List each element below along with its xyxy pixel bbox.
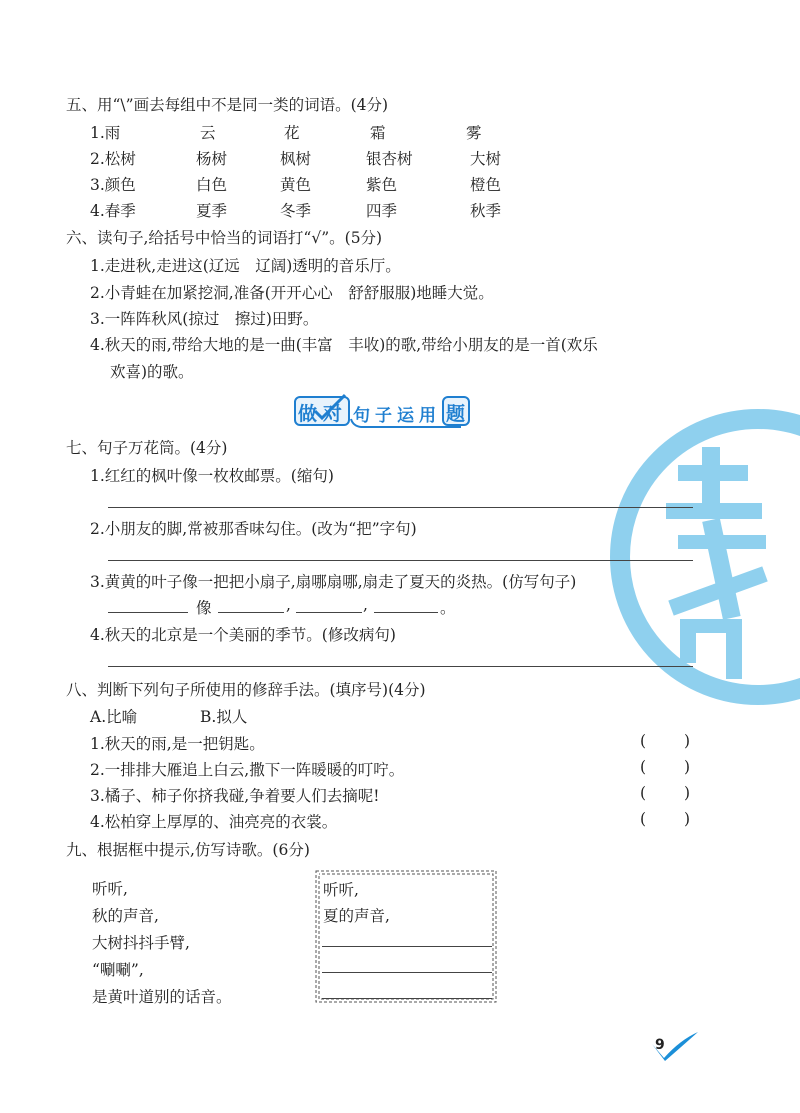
poem-line-5: 是黄叶道别的话音。 bbox=[92, 988, 232, 1006]
s7-q3-blank-4[interactable] bbox=[374, 612, 438, 613]
poem-line-2: 秋的声音, bbox=[92, 907, 159, 925]
s8-item-4: 4.松柏穿上厚厚的、油亮亮的衣裳。 bbox=[90, 813, 338, 831]
banner-char-5: 运 bbox=[397, 406, 414, 426]
s8-item-3-paren-open[interactable]: ( bbox=[640, 784, 647, 802]
s8-item-1: 1.秋天的雨,是一把钥匙。 bbox=[90, 735, 265, 753]
s5-r1-c1: 1.雨 bbox=[90, 124, 121, 142]
s5-r2-c2: 杨树 bbox=[196, 150, 228, 168]
poem-line-1: 听听, bbox=[92, 880, 128, 898]
s5-r2-c4: 银杏树 bbox=[366, 150, 413, 168]
s5-r3-c3: 黄色 bbox=[280, 176, 312, 194]
section-9-title: 九、根据框中提示,仿写诗歌。(6分) bbox=[66, 841, 310, 859]
s5-r2-c3: 枫树 bbox=[280, 150, 312, 168]
section-banner bbox=[293, 393, 473, 429]
s7-q3-blank-3[interactable] bbox=[296, 612, 362, 613]
s7-q3-word: 像 bbox=[196, 599, 212, 617]
s8-option-b: B.拟人 bbox=[200, 708, 248, 726]
s8-item-3: 3.橘子、柿子你挤我碰,争着要人们去摘呢! bbox=[90, 787, 380, 805]
box-answer-line-1[interactable] bbox=[322, 946, 492, 947]
box-answer-line-3[interactable] bbox=[322, 998, 492, 999]
section-5-title: 五、用“\”画去每组中不是同一类的词语。(4分) bbox=[66, 96, 389, 114]
s7-q3-blank-1[interactable] bbox=[108, 612, 188, 613]
s8-item-2-paren-open[interactable]: ( bbox=[640, 758, 647, 776]
s8-item-2-paren-close[interactable]: ) bbox=[684, 758, 691, 776]
s5-r1-c3: 花 bbox=[284, 124, 300, 142]
s6-q2: 2.小青蛙在加紧挖洞,准备(开开心心 舒舒服服)地睡大觉。 bbox=[90, 284, 494, 302]
box-answer-line-2[interactable] bbox=[322, 972, 492, 973]
s6-q1: 1.走进秋,走进这(辽远 辽阔)透明的音乐厅。 bbox=[90, 257, 401, 275]
s5-r4-c5: 秋季 bbox=[470, 202, 502, 220]
s8-item-2: 2.一排排大雁追上白云,撒下一阵暖暖的叮咛。 bbox=[90, 761, 405, 779]
s7-q3-sep-2: , bbox=[363, 596, 368, 614]
s7-q4-answer-line[interactable] bbox=[108, 666, 693, 667]
banner-char-3: 句 bbox=[353, 406, 370, 426]
s8-item-4-paren-open[interactable]: ( bbox=[640, 810, 647, 828]
s8-item-3-paren-close[interactable]: ) bbox=[684, 784, 691, 802]
poem-line-3: 大树抖抖手臂, bbox=[92, 934, 190, 952]
s7-q1-answer-line[interactable] bbox=[108, 507, 693, 508]
section-7-title: 七、句子万花筒。(4分) bbox=[66, 439, 228, 457]
s7-q1: 1.红红的枫叶像一枚枚邮票。(缩句) bbox=[90, 467, 334, 485]
s5-r3-c1: 3.颜色 bbox=[90, 176, 136, 194]
banner-char-4: 子 bbox=[375, 406, 392, 426]
s5-r4-c4: 四季 bbox=[366, 202, 398, 220]
section-8-title: 八、判断下列句子所使用的修辞手法。(填序号)(4分) bbox=[66, 681, 426, 699]
s5-r4-c3: 冬季 bbox=[280, 202, 312, 220]
box-line-2: 夏的声音, bbox=[323, 907, 390, 925]
s6-q4-line2: 欢喜)的歌。 bbox=[110, 363, 194, 381]
s7-q3: 3.黄黄的叶子像一把把小扇子,扇哪扇哪,扇走了夏天的炎热。(仿写句子) bbox=[90, 573, 577, 591]
s7-q2: 2.小朋友的脚,常被那香味勾住。(改为“把”字句) bbox=[90, 520, 417, 538]
watermark-stamp bbox=[608, 407, 800, 707]
s5-r2-c5: 大树 bbox=[470, 150, 502, 168]
s8-item-4-paren-close[interactable]: ) bbox=[684, 810, 691, 828]
check-mark-icon bbox=[650, 1030, 700, 1062]
box-line-1: 听听, bbox=[323, 881, 359, 899]
banner-char-1: 做 bbox=[298, 403, 318, 425]
section-6-title: 六、读句子,给括号中恰当的词语打“√”。(5分) bbox=[66, 229, 383, 247]
s5-r4-c2: 夏季 bbox=[196, 202, 228, 220]
s6-q3: 3.一阵阵秋风(掠过 擦过)田野。 bbox=[90, 310, 319, 328]
s5-r3-c5: 橙色 bbox=[470, 176, 502, 194]
s5-r1-c5: 雾 bbox=[466, 124, 482, 142]
s6-q4-line1: 4.秋天的雨,带给大地的是一曲(丰富 丰收)的歌,带给小朋友的是一首(欢乐 bbox=[90, 336, 598, 354]
page-number: 9 bbox=[655, 1037, 665, 1053]
s5-r1-c4: 霜 bbox=[370, 124, 386, 142]
s5-r3-c2: 白色 bbox=[196, 176, 228, 194]
s5-r3-c4: 紫色 bbox=[366, 176, 398, 194]
s5-r2-c1: 2.松树 bbox=[90, 150, 136, 168]
s8-item-1-paren-close[interactable]: ) bbox=[684, 732, 691, 750]
banner-char-7: 题 bbox=[446, 403, 466, 425]
banner-char-2: 对 bbox=[323, 403, 343, 425]
s8-item-1-paren-open[interactable]: ( bbox=[640, 732, 647, 750]
s7-q3-end: 。 bbox=[440, 599, 456, 617]
s7-q3-blank-2[interactable] bbox=[218, 612, 284, 613]
s7-q2-answer-line[interactable] bbox=[108, 560, 693, 561]
s8-option-a: A.比喻 bbox=[90, 708, 138, 726]
poem-line-4: “唰唰”, bbox=[92, 961, 144, 979]
s5-r4-c1: 4.春季 bbox=[90, 202, 136, 220]
banner-char-6: 用 bbox=[419, 406, 436, 426]
s5-r1-c2: 云 bbox=[200, 124, 216, 142]
s7-q3-sep-1: , bbox=[286, 596, 291, 614]
s7-q4: 4.秋天的北京是一个美丽的季节。(修改病句) bbox=[90, 626, 396, 644]
